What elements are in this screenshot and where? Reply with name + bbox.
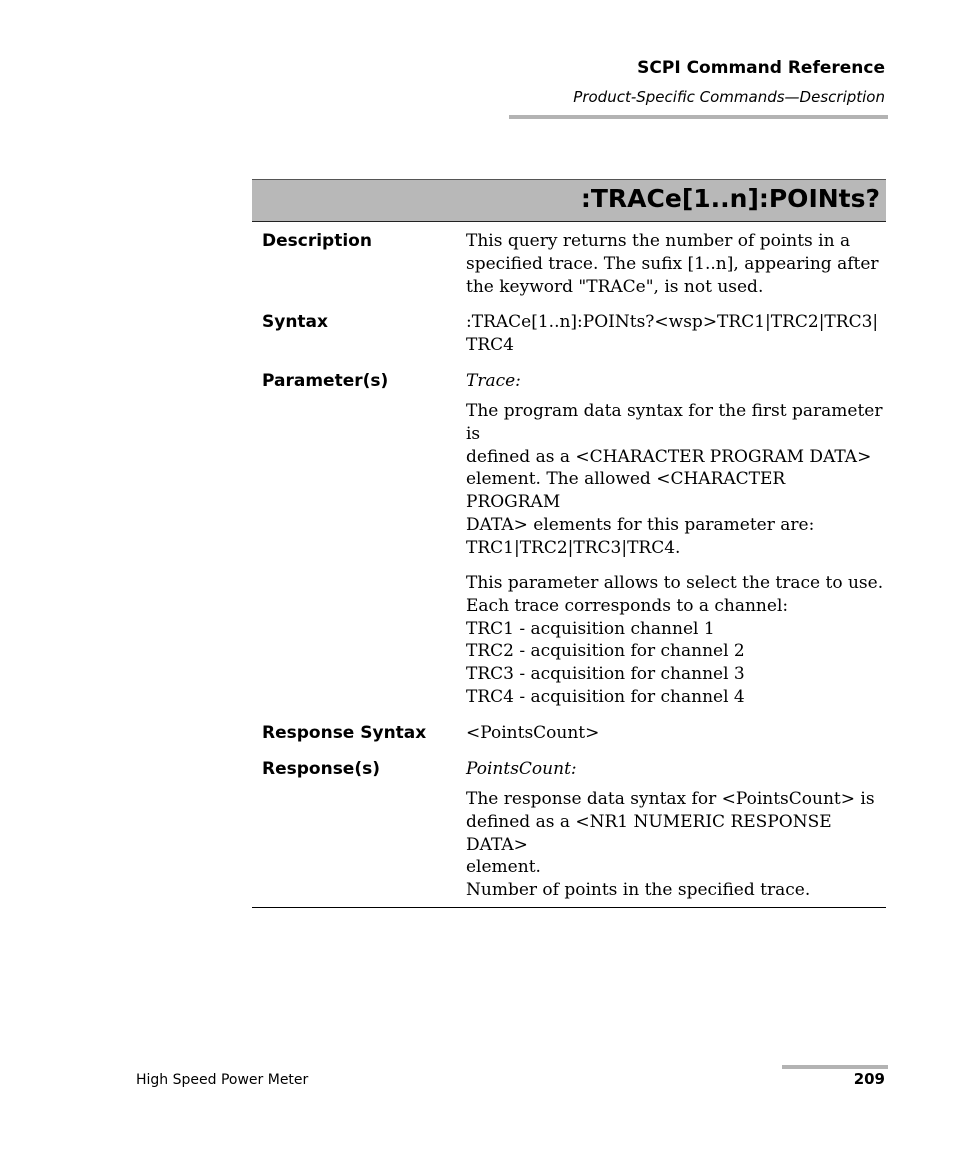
response-summary: Number of points in the specified trace. — [466, 880, 811, 900]
running-header-subtitle: Product-Specific Commands—Description — [573, 88, 885, 106]
text-line: element. — [466, 857, 541, 878]
command-title-bar — [252, 179, 886, 222]
text-line: This query returns the number of points in a — [466, 231, 851, 251]
text-line: TRC4 - acquisition for channel 4 — [466, 686, 745, 707]
parameters-label: Parameter(s) — [262, 371, 389, 391]
command-title: :TRACe[1..n]:POINts? — [580, 184, 880, 213]
text-line: The response data syntax for <PointsCount> is — [466, 789, 875, 809]
text-line: The program data syntax for the first parameter is — [466, 401, 883, 444]
text-line: DATA> elements for this parameter are: — [466, 514, 815, 535]
text-line: defined as a <NR1 NUMERIC RESPONSE DATA> — [466, 811, 832, 855]
syntax-text — [466, 311, 884, 357]
response-syntax-label: Response Syntax — [262, 723, 427, 743]
description-text — [466, 230, 884, 298]
response-paragraph — [466, 788, 884, 879]
text-line: Each trace corresponds to a channel: — [466, 595, 789, 616]
text-line: This parameter allows to select the trace to use. — [466, 573, 884, 593]
description-label: Description — [262, 231, 372, 251]
text-line: TRC1 - acquisition channel 1 — [466, 618, 715, 639]
parameter-name: Trace: — [466, 371, 521, 391]
text-line: TRC3 - acquisition for channel 3 — [466, 664, 745, 685]
running-header-title: SCPI Command Reference — [637, 58, 885, 78]
text-line: element. The allowed <CHARACTER PROGRAM — [466, 469, 786, 513]
syntax-label: Syntax — [262, 312, 328, 332]
parameter-values-paragraph — [466, 572, 884, 709]
parameter-paragraph — [466, 400, 884, 560]
response-name: PointsCount: — [466, 759, 577, 779]
text-line: TRC4 — [466, 334, 514, 355]
responses-label: Response(s) — [262, 759, 380, 779]
footer-rule — [782, 1065, 888, 1069]
text-line: TRC2 - acquisition for channel 2 — [466, 641, 745, 662]
text-line: specified trace. The sufix [1..n], appearing after — [466, 253, 879, 274]
text-line: TRC1|TRC2|TRC3|TRC4. — [466, 537, 681, 558]
text-line: the keyword "TRACe", is not used. — [466, 276, 764, 297]
table-bottom-rule — [252, 907, 886, 908]
text-line: defined as a <CHARACTER PROGRAM DATA> — [466, 446, 872, 467]
header-rule — [509, 115, 888, 119]
footer-product-name: High Speed Power Meter — [136, 1072, 309, 1088]
response-syntax-text: <PointsCount> — [466, 723, 600, 743]
text-line: :TRACe[1..n]:POINts?<wsp>TRC1|TRC2|TRC3| — [466, 312, 879, 332]
page-number: 209 — [853, 1070, 885, 1088]
